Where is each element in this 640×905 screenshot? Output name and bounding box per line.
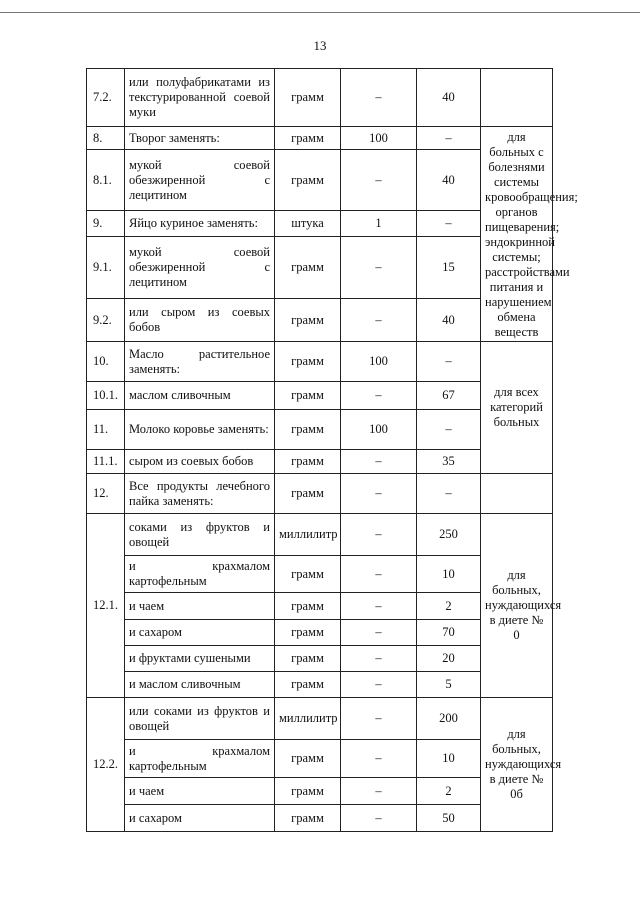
product-name: и фруктами сушеными xyxy=(125,646,275,672)
product-name: и сахаром xyxy=(125,805,275,832)
unit: грамм xyxy=(275,127,341,150)
row-number: 12. xyxy=(87,474,125,514)
row-number: 9.2. xyxy=(87,299,125,342)
quantity: 1 xyxy=(341,211,417,236)
quantity: – xyxy=(341,150,417,211)
table-row xyxy=(87,514,553,556)
quantity: 100 xyxy=(341,342,417,382)
table-row xyxy=(87,127,553,150)
product-name: Яйцо куриное заменять: xyxy=(125,211,275,236)
unit: штука xyxy=(275,211,341,236)
replacement-quantity: 5 xyxy=(417,672,481,698)
replacement-quantity: – xyxy=(417,211,481,236)
replacement-quantity: 70 xyxy=(417,620,481,646)
replacement-quantity: 15 xyxy=(417,236,481,299)
replacement-quantity: 10 xyxy=(417,556,481,593)
product-name: и крахмалом картофельным xyxy=(125,740,275,778)
row-number: 12.2. xyxy=(87,698,125,832)
replacement-quantity: 20 xyxy=(417,646,481,672)
unit: грамм xyxy=(275,556,341,593)
unit: грамм xyxy=(275,672,341,698)
row-number: 9.1. xyxy=(87,236,125,299)
row-number: 8.1. xyxy=(87,150,125,211)
product-name: Все продукты лечебного пайка заменять: xyxy=(125,474,275,514)
product-name: Масло растительное заменять: xyxy=(125,342,275,382)
product-name: мукой соевой обезжиренной с лецитином xyxy=(125,236,275,299)
product-name: сыром из соевых бобов xyxy=(125,450,275,474)
unit: грамм xyxy=(275,593,341,620)
product-name: и крахмалом картофельным xyxy=(125,556,275,593)
replacement-quantity: 50 xyxy=(417,805,481,832)
unit: грамм xyxy=(275,69,341,127)
replacement-quantity: 35 xyxy=(417,450,481,474)
note-cell-empty xyxy=(481,69,553,127)
row-number: 8. xyxy=(87,127,125,150)
note-cardiac-digestive: для больных с болезнями системы кровообращения; органов пищеварения; эндокринной системы; расстройствами питания и нарушением обмена веществ xyxy=(481,127,553,342)
unit: грамм xyxy=(275,299,341,342)
unit: грамм xyxy=(275,474,341,514)
top-rule xyxy=(0,12,640,13)
quantity: – xyxy=(341,740,417,778)
page-number: 13 xyxy=(313,38,327,53)
quantity: – xyxy=(341,299,417,342)
row-number: 11.1. xyxy=(87,450,125,474)
table-row xyxy=(87,69,553,127)
replacement-quantity: 250 xyxy=(417,514,481,556)
quantity: – xyxy=(341,778,417,805)
unit: грамм xyxy=(275,236,341,299)
quantity: – xyxy=(341,450,417,474)
unit: грамм xyxy=(275,778,341,805)
product-name: маслом сливочным xyxy=(125,382,275,410)
quantity: – xyxy=(341,593,417,620)
unit: грамм xyxy=(275,805,341,832)
unit: миллилитр xyxy=(275,514,341,556)
unit: миллилитр xyxy=(275,698,341,740)
product-name: и чаем xyxy=(125,593,275,620)
replacement-table xyxy=(86,68,578,832)
replacement-quantity: 200 xyxy=(417,698,481,740)
unit: грамм xyxy=(275,410,341,450)
unit: грамм xyxy=(275,646,341,672)
unit: грамм xyxy=(275,740,341,778)
product-name: и чаем xyxy=(125,778,275,805)
product-name: Творог заменять: xyxy=(125,127,275,150)
replacement-quantity: – xyxy=(417,342,481,382)
quantity: – xyxy=(341,672,417,698)
quantity: – xyxy=(341,620,417,646)
quantity: – xyxy=(341,474,417,514)
unit: грамм xyxy=(275,150,341,211)
unit: грамм xyxy=(275,450,341,474)
quantity: – xyxy=(341,646,417,672)
table-row xyxy=(87,474,553,514)
row-number: 11. xyxy=(87,410,125,450)
product-name: мукой соевой обезжиренной с лецитином xyxy=(125,150,275,211)
row-number: 9. xyxy=(87,211,125,236)
quantity: – xyxy=(341,236,417,299)
quantity: 100 xyxy=(341,127,417,150)
replacement-quantity: – xyxy=(417,127,481,150)
note-diet-0: для больных, нуждающихся в диете № 0 xyxy=(481,514,553,698)
table-row xyxy=(87,342,553,382)
product-name: и маслом сливочным xyxy=(125,672,275,698)
quantity: – xyxy=(341,805,417,832)
replacement-quantity: 67 xyxy=(417,382,481,410)
row-number: 7.2. xyxy=(87,69,125,127)
replacement-quantity: 10 xyxy=(417,740,481,778)
row-number: 10. xyxy=(87,342,125,382)
replacement-quantity: – xyxy=(417,474,481,514)
product-name: или сыром из соевых бобов xyxy=(125,299,275,342)
unit: грамм xyxy=(275,382,341,410)
quantity: – xyxy=(341,698,417,740)
note-all-categories: для всех категорий больных xyxy=(481,342,553,474)
table-row xyxy=(87,698,553,740)
note-cell-empty xyxy=(481,474,553,514)
quantity: – xyxy=(341,514,417,556)
quantity: 100 xyxy=(341,410,417,450)
unit: грамм xyxy=(275,620,341,646)
unit: грамм xyxy=(275,342,341,382)
replacement-quantity: 40 xyxy=(417,299,481,342)
product-name: или полуфабрикатами из текстурированной соевой муки xyxy=(125,69,275,127)
replacement-quantity: 2 xyxy=(417,778,481,805)
row-number: 12.1. xyxy=(87,514,125,698)
note-diet-0b: для больных, нуждающихся в диете № 0б xyxy=(481,698,553,832)
quantity: – xyxy=(341,382,417,410)
replacement-quantity: – xyxy=(417,410,481,450)
replacement-quantity: 2 xyxy=(417,593,481,620)
product-name: и сахаром xyxy=(125,620,275,646)
quantity: – xyxy=(341,69,417,127)
product-name: Молоко коровье заменять: xyxy=(125,410,275,450)
product-name: соками из фруктов и овощей xyxy=(125,514,275,556)
replacement-quantity: 40 xyxy=(417,69,481,127)
row-number: 10.1. xyxy=(87,382,125,410)
product-name: или соками из фруктов и овощей xyxy=(125,698,275,740)
replacement-quantity: 40 xyxy=(417,150,481,211)
quantity: – xyxy=(341,556,417,593)
